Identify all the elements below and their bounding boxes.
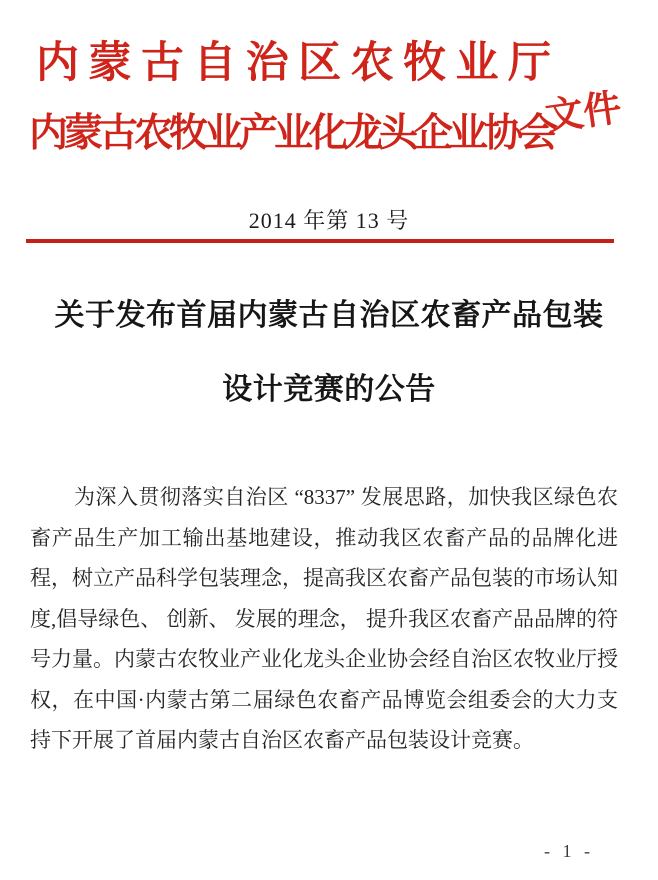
body-line: 号力量。内蒙古农牧业产业化龙头企业协会经自治区农牧业厅授 (30, 647, 618, 671)
body-paragraph (30, 477, 618, 761)
body-line: 为深入贯彻落实自治区 “8337” 发展思路，加快我区绿色农 (74, 485, 618, 509)
red-divider-rule (26, 239, 614, 243)
letterhead-org-line2: 内蒙古农牧业产业化龙头企业协会 (29, 112, 555, 155)
page-number: - 1 - (544, 841, 594, 861)
letterhead-file-label: 文件 (542, 86, 624, 140)
document-title-line1: 关于发布首届内蒙古自治区农畜产品包装 (54, 299, 604, 332)
body-line: 畜产品生产加工输出基地建设，推动我区农畜产品的品牌化进 (30, 525, 618, 550)
body-line: 度,倡导绿色、 创新、 发展的理念， 提升我区农畜产品品牌的符 (30, 606, 618, 631)
body-line: 持下开展了首届内蒙古自治区农畜产品包装设计竞赛。 (30, 728, 534, 752)
document-title-line2: 设计竞赛的公告 (222, 373, 436, 406)
letterhead-org-line1: 内蒙古自治区农牧业厅 (36, 40, 560, 87)
body-line: 权，在中国·内蒙古第二届绿色农畜产品博览会组委会的大力支 (30, 687, 618, 712)
body-line: 程，树立产品科学包装理念，提高我区农畜产品包装的市场认知 (30, 566, 618, 590)
document-number: 2014 年第 13 号 (248, 208, 410, 233)
